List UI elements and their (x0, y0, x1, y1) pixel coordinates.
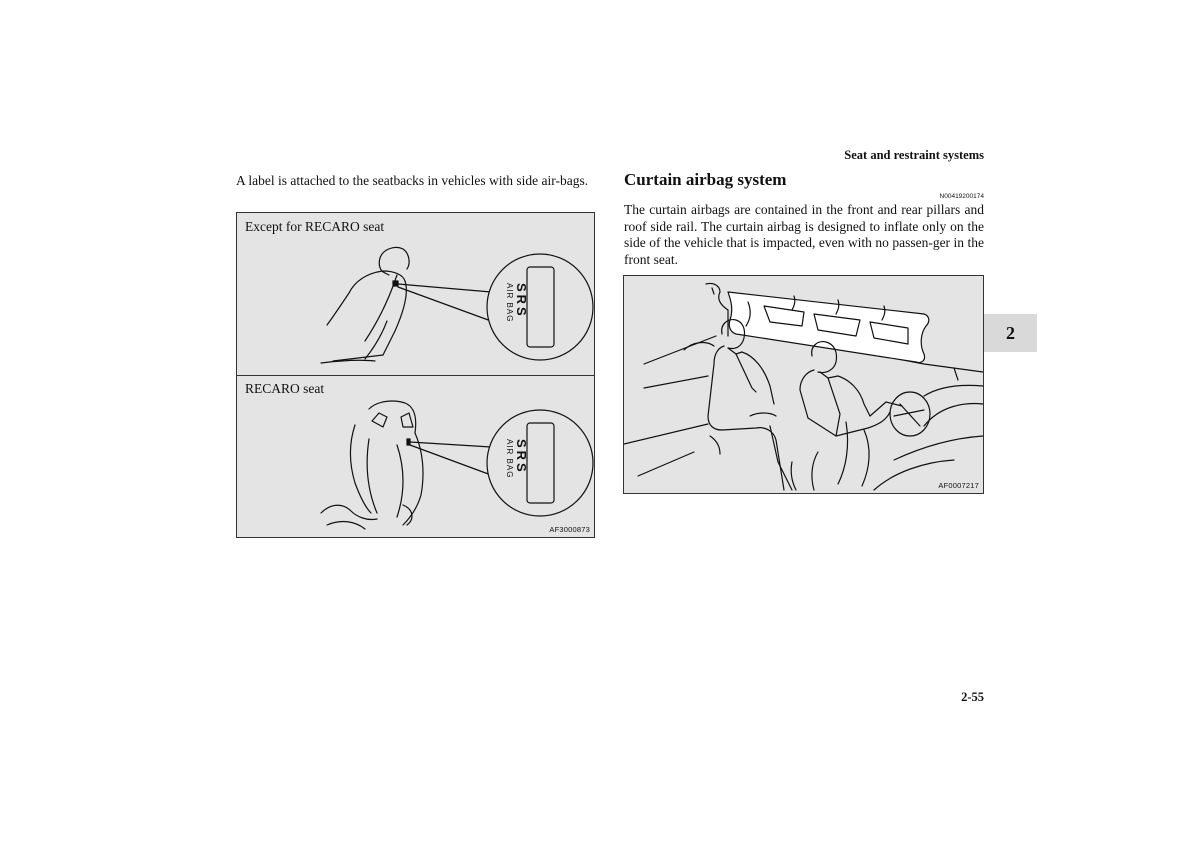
section-title: Curtain airbag system (624, 170, 787, 189)
figure-code-left: AF3000873 (549, 525, 590, 534)
seatback-label-paragraph: A label is attached to the seatbacks in vehicles with side air-bags. (236, 173, 589, 188)
seatback-label-figure (236, 212, 595, 538)
document-code: N00419200174 (939, 193, 984, 200)
label-recaro-seat: RECARO seat (245, 381, 325, 396)
airbag-label-text-upper: AIR BAG (505, 283, 514, 323)
page-number: 2-55 (961, 690, 984, 704)
curtain-airbag-paragraph: The curtain airbags are contained in the front and rear pillars and roof side rail. The curtain airbag is designed to inflate only on the side of the vehicle that is impacted, even with no passen-ger in the front seat. (624, 202, 984, 267)
srs-label-text-upper: SRS (514, 283, 529, 319)
figure-code-right: AF0007217 (938, 481, 979, 490)
srs-label-text-lower: SRS (514, 439, 529, 475)
curtain-airbag-illustration (624, 276, 983, 493)
running-header: Seat and restraint systems (844, 148, 984, 162)
airbag-label-text-lower: AIR BAG (505, 439, 514, 479)
curtain-airbag-figure (623, 275, 984, 494)
chapter-tab: 2 (984, 314, 1037, 352)
label-except-recaro: Except for RECARO seat (245, 219, 385, 234)
figure-divider (237, 375, 594, 376)
